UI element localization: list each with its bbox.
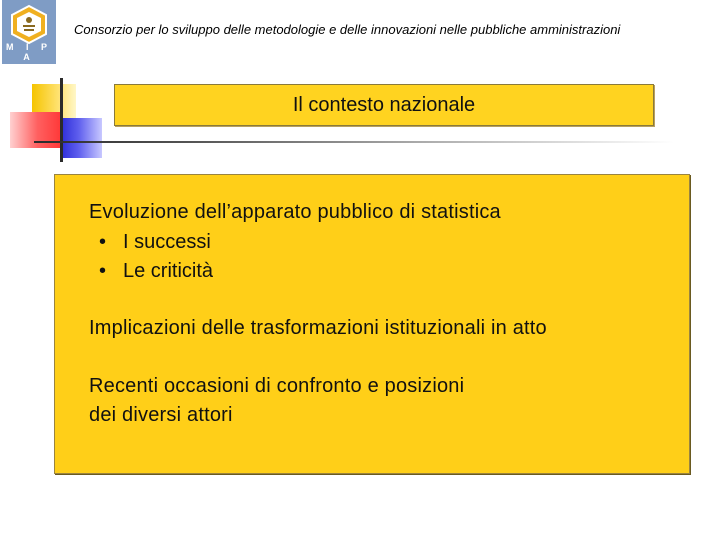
bullet-icon: • bbox=[99, 231, 107, 253]
content-item-3-line-1: Recenti occasioni di confronto e posizioni bbox=[89, 375, 465, 397]
bullet-text: Le criticità bbox=[123, 260, 214, 282]
logo-text: M I P A bbox=[5, 42, 52, 62]
content-item-1: Evoluzione dell’apparato pubblico di statistica bbox=[89, 201, 501, 223]
content-item-3-line-2: dei diversi attori bbox=[89, 404, 233, 426]
content-item-2: Implicazioni delle trasformazioni istituzionali in atto bbox=[89, 317, 547, 339]
header-subtitle: Consorzio per lo sviluppo delle metodologie e delle innovazioni nelle pubbliche amministrazioni bbox=[74, 22, 621, 37]
slide-title: Il contesto nazionale bbox=[292, 93, 476, 116]
decorative-blue-square bbox=[60, 118, 102, 158]
bullet-item bbox=[99, 231, 211, 254]
decorative-horizontal-line bbox=[34, 141, 674, 143]
bullet-text: I successi bbox=[123, 231, 211, 253]
decorative-vertical-line bbox=[60, 78, 63, 162]
mipa-logo bbox=[2, 0, 56, 64]
bullet-icon: • bbox=[99, 260, 107, 282]
content-box bbox=[54, 174, 690, 474]
bullet-item bbox=[99, 260, 213, 283]
slide-title-box bbox=[114, 84, 654, 126]
